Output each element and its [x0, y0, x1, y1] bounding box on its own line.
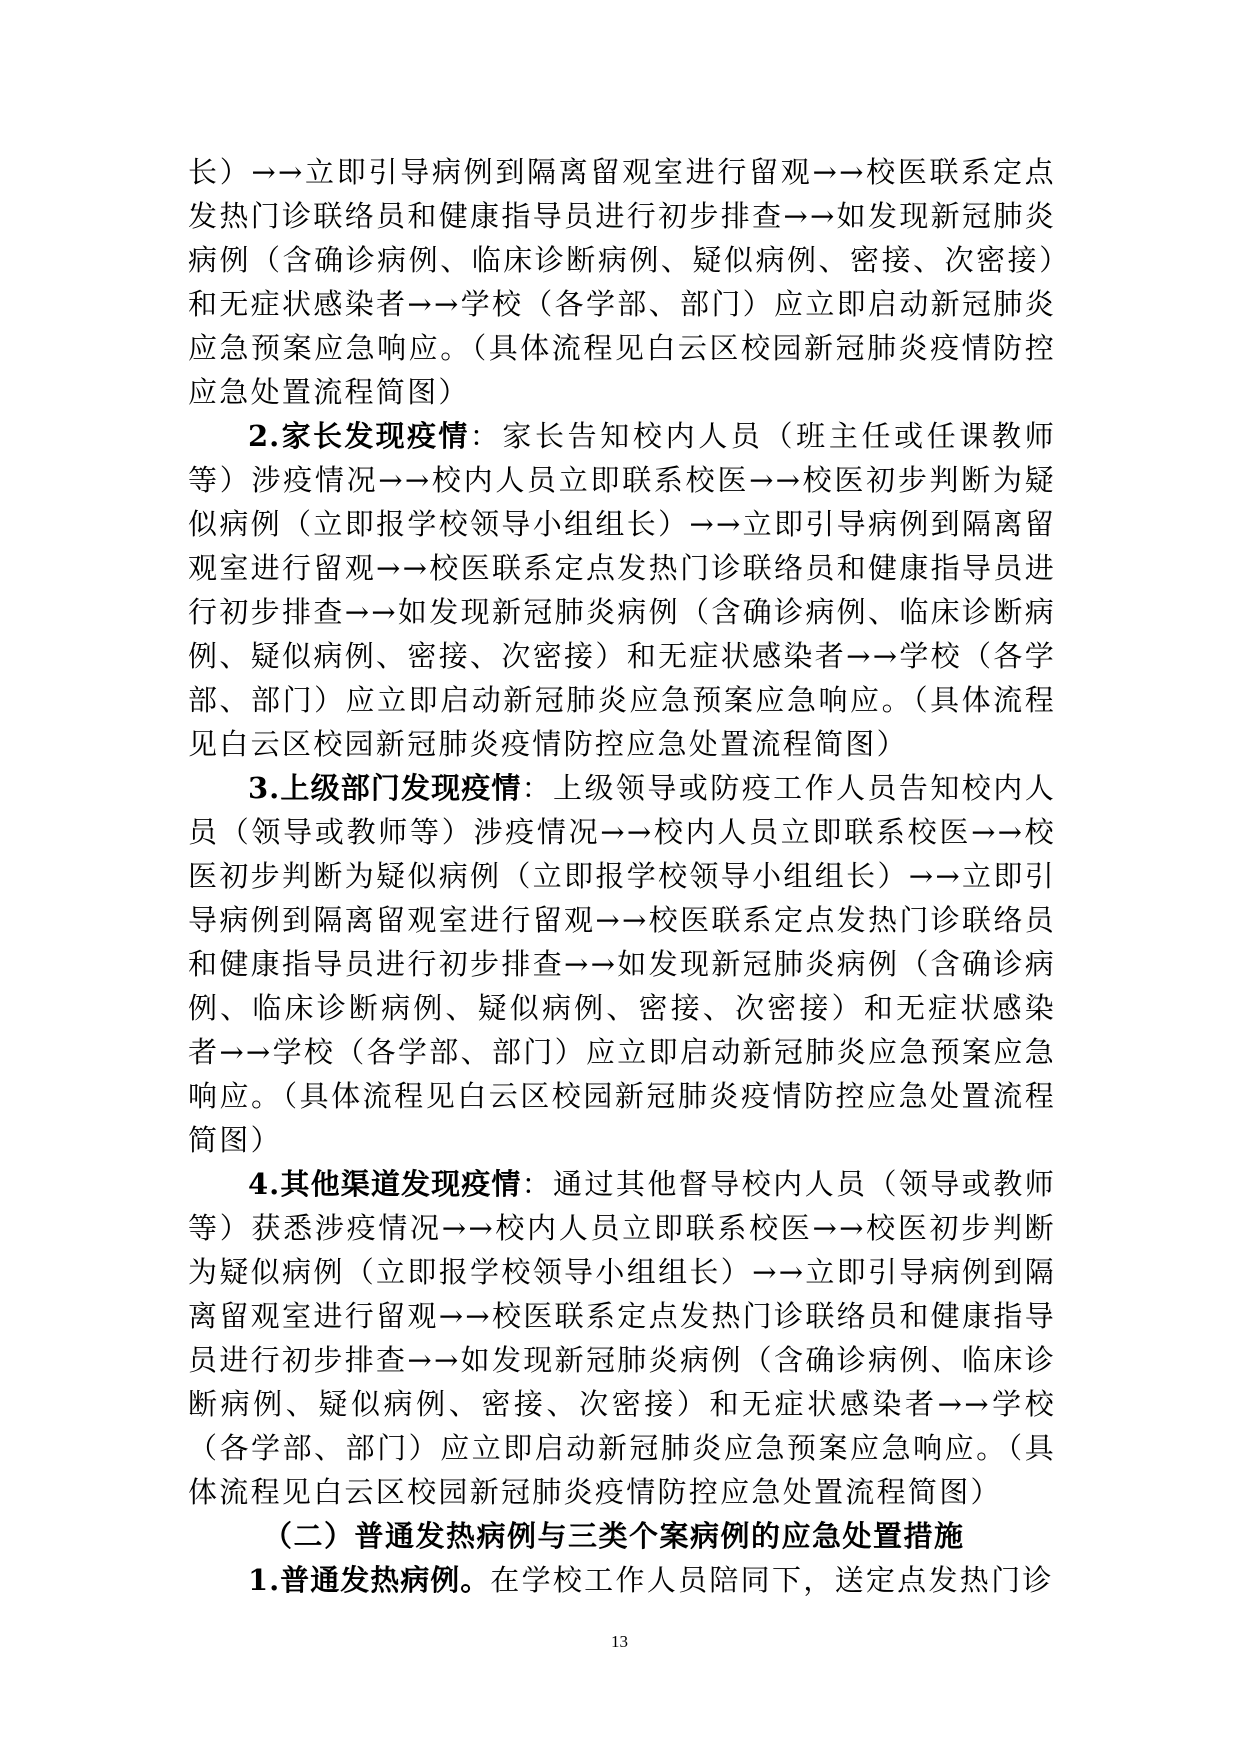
paragraph-parent-discovery: [188, 414, 1056, 766]
document-body: [188, 150, 1056, 1602]
paragraph-continuation: [188, 150, 1056, 414]
paragraph-lead: 4.其他渠道发现疫情: [248, 1167, 522, 1201]
paragraph-common-fever: [188, 1558, 1056, 1602]
paragraph-text: ：通过其他督导校内人员（领导或教师等）获悉涉疫情况→→校内人员立即联系校医→→校医初步判断为疑似病例（立即报学校领导小组组长）→→立即引导病例到隔离留观室进行留观→→校医联系定点发热门诊联络员和健康指导员进行初步排查→→如发现新冠肺炎病例（含确诊病例、临床诊断病例、疑似病例、密接、次密接）和无症状感染者→→学校（各学部、部门）应立即启动新冠肺炎应急预案应急响应。（具体流程见白云区校园新冠肺炎疫情防控应急处置流程简图）: [188, 1167, 1056, 1509]
paragraph-other-channel-discovery: [188, 1162, 1056, 1514]
paragraph-lead: 2.家长发现疫情: [248, 419, 470, 453]
paragraph-text: ：家长告知校内人员（班主任或任课教师等）涉疫情况→→校内人员立即联系校医→→校医初步判断为疑似病例（立即报学校领导小组组长）→→立即引导病例到隔离留观室进行留观→→校医联系定点发热门诊联络员和健康指导员进行初步排查→→如发现新冠肺炎病例（含确诊病例、临床诊断病例、疑似病例、密接、次密接）和无症状感染者→→学校（各学部、部门）应立即启动新冠肺炎应急预案应急响应。（具体流程见白云区校园新冠肺炎疫情防控应急处置流程简图）: [188, 419, 1056, 761]
paragraph-text: 长）→→立即引导病例到隔离留观室进行留观→→校医联系定点发热门诊联络员和健康指导员进行初步排查→→如发现新冠肺炎病例（含确诊病例、临床诊断病例、疑似病例、密接、次密接）和无症状感染者→→学校（各学部、部门）应立即启动新冠肺炎应急预案应急响应。（具体流程见白云区校园新冠肺炎疫情防控应急处置流程简图）: [188, 155, 1056, 409]
page-number: 13: [611, 1632, 628, 1651]
paragraph-superior-discovery: [188, 766, 1056, 1162]
paragraph-lead: 3.上级部门发现疫情: [248, 771, 522, 805]
paragraph-text: ：上级领导或防疫工作人员告知校内人员（领导或教师等）涉疫情况→→校内人员立即联系校医→→校医初步判断为疑似病例（立即报学校领导小组组长）→→立即引导病例到隔离留观室进行留观→→校医联系定点发热门诊联络员和健康指导员进行初步排查→→如发现新冠肺炎病例（含确诊病例、临床诊断病例、疑似病例、密接、次密接）和无症状感染者→→学校（各学部、部门）应立即启动新冠肺炎应急预案应急响应。（具体流程见白云区校园新冠肺炎疫情防控应急处置流程简图）: [188, 771, 1056, 1157]
section-heading: （二）普通发热病例与三类个案病例的应急处置措施: [263, 1519, 965, 1553]
paragraph-text: 在学校工作人员陪同下，送定点发热门诊: [490, 1563, 1054, 1597]
paragraph-lead: 1.普通发热病例。: [248, 1563, 491, 1597]
